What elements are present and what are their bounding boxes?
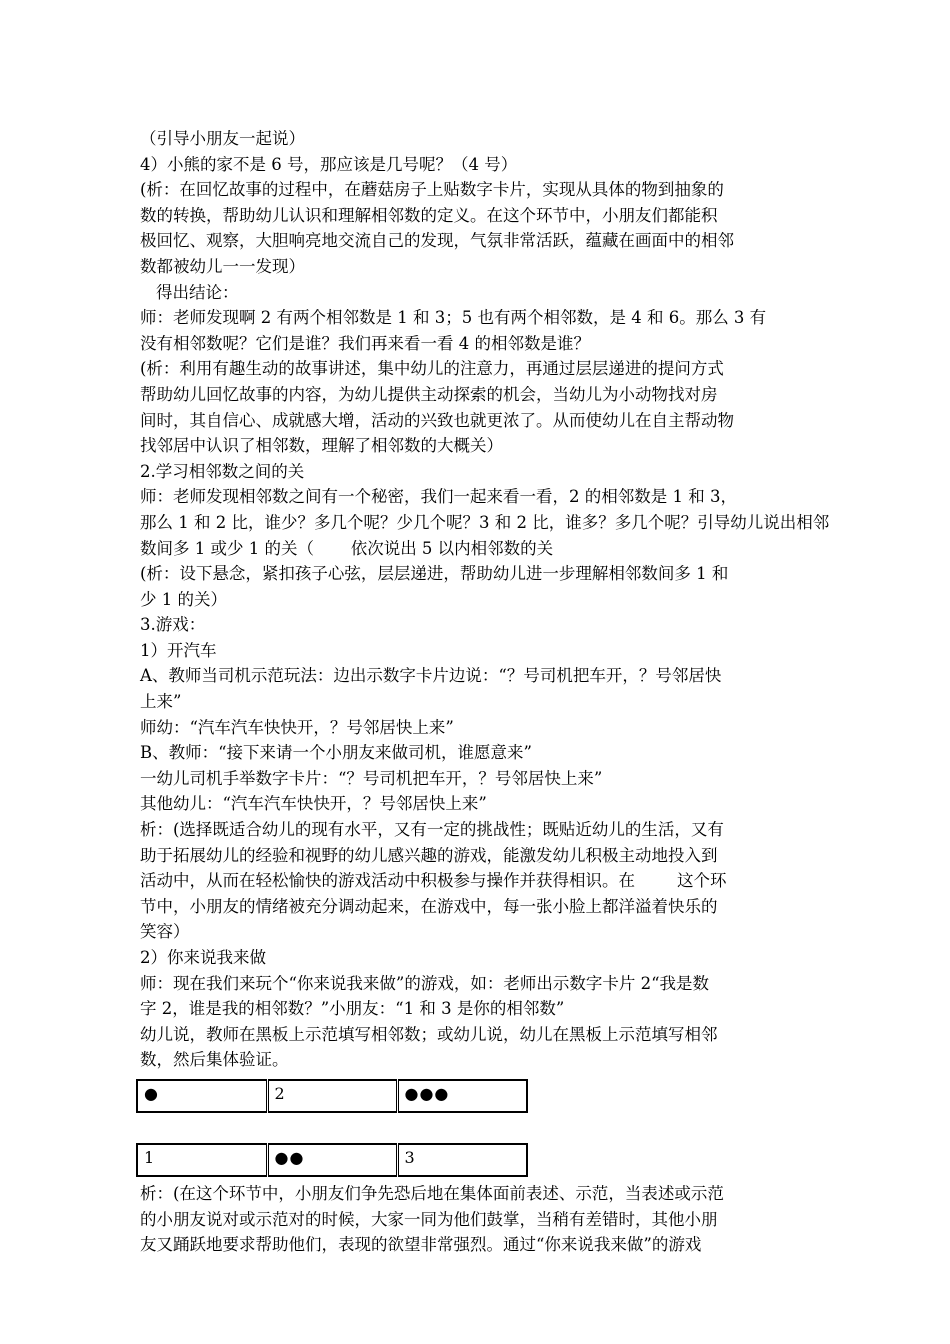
text-line: 的小朋友说对或示范对的时候，大家一同为他们鼓掌，当稍有差错时，其他小朋 [140,1209,718,1229]
text-line: 数的转换，帮助幼儿认识和理解相邻数的定义。在这个环节中，小朋友们都能积 [140,205,718,225]
table1-cell-2: 2 [267,1080,397,1112]
text-line: 间时，其自信心、成就感大增，活动的兴致也就更浓了。从而使幼儿在自主帮动物 [140,410,734,430]
text-line: 1）开汽车 [140,640,217,660]
text-line: 师：现在我们来玩个“你来说我来做”的游戏，如：老师出示数字卡片 2“我是数 [140,973,710,993]
text-block-analysis [140,1181,820,1258]
text-line: 一幼儿司机手举数字卡片：“？号司机把车开，？号邻居快上来” [140,768,603,788]
text-line: 幼儿说，教师在黑板上示范填写相邻数；或幼儿说，幼儿在黑板上示范填写相邻 [140,1024,718,1044]
text-line: 数间多 1 或少 1 的关（ 依次说出 5 以内相邻数的关 [140,538,554,558]
table2-cell-1: 1 [137,1144,267,1176]
text-line: 助于拓展幼儿的经验和视野的幼儿感兴趣的游戏，能激发幼儿积极主动地投入到 [140,845,718,865]
table2-cell-3: 3 [397,1144,527,1176]
text-line: (析：在回忆故事的过程中，在蘑菇房子上贴数字卡片，实现从具体的物到抽象的 [140,180,724,200]
text-line: 其他幼儿：“汽车汽车快快开，？号邻居快上来” [140,794,487,814]
text-line: 得出结论： [156,282,239,302]
text-line: 少 1 的关） [140,589,227,609]
text-line: 2）你来说我来做 [140,948,266,967]
text-line: 数，然后集体验证。 [140,1050,289,1070]
text-line: 析：(在这个环节中，小朋友们争先恐后地在集体面前表述、示范，当表述或示范 [140,1183,724,1203]
text-line: （引导小朋友一起说） [140,129,305,148]
text-line: 节中，小朋友的情绪被充分调动起来，在游戏中，每一张小脸上都洋溢着快乐的 [140,896,718,916]
text-line: 师：老师发现啊 2 有两个相邻数是 1 和 3；5 也有两个相邻数，是 4 和 6。那么 3 有 [140,308,767,328]
text-line: 上来” [140,692,182,712]
text-line: 师幼：“汽车汽车快快开，？号邻居快上来” [140,717,454,737]
text-line: 2.学习相邻数之间的关 [140,461,305,481]
text-line: 析：(选择既适合幼儿的现有水平，又有一定的挑战性；既贴近幼儿的生活，又有 [140,820,724,840]
table1-cell-1: ● [137,1080,267,1112]
document-body [140,126,830,1258]
text-line: 字 2，谁是我的相邻数？”小朋友：“1 和 3 是你的相邻数” [140,999,565,1019]
text-line: B、教师：“接下来请一个小朋友来做司机，谁愿意来” [140,743,532,763]
text-line: A、教师当司机示范玩法：边出示数字卡片边说：“？号司机把车开，？号邻居快 [140,666,722,686]
text-line: 帮助幼儿回忆故事的内容，为幼儿提供主动探索的机会，当幼儿为小动物找对房 [140,384,718,404]
number-table-2 [136,1143,528,1177]
text-line: (析：设下悬念，紧扣孩子心弦，层层递进，帮助幼儿进一步理解相邻数间多 1 和 [140,564,729,584]
text-line: (析：利用有趣生动的故事讲述，集中幼儿的注意力，再通过层层递进的提问方式 [140,359,724,379]
text-line: 3.游戏： [140,615,206,635]
text-line: 数都被幼儿一一发现） [140,256,305,276]
text-block-lesson [140,126,830,1073]
table2-cell-2: ●● [267,1144,397,1176]
text-line: 没有相邻数呢？它们是谁？我们再来看一看 4 的相邻数是谁？ [140,333,590,353]
text-line: 笑容） [140,922,190,942]
text-line: 极回忆、观察，大胆响亮地交流自己的发现，气氛非常活跃，蕴藏在画面中的相邻 [140,231,734,251]
text-line: 活动中，从而在轻松愉快的游戏活动中积极参与操作并获得相识。在 这个环 [140,871,727,891]
text-line: 师：老师发现相邻数之间有一个秘密，我们一起来看一看，2 的相邻数是 1 和 3， [140,487,737,507]
text-line: 那么 1 和 2 比，谁少？多几个呢？少几个呢？3 和 2 比，谁多？多几个呢？引导幼儿说出相邻 [140,512,830,532]
table1-cell-3: ●●● [397,1080,527,1112]
text-line: 4）小熊的家不是 6 号，那应该是几号呢？（4 号） [140,154,518,174]
text-line: 友又踊跃地要求帮助他们，表现的欲望非常强烈。通过“你来说我来做”的游戏 [140,1235,702,1255]
number-table-1 [136,1079,528,1113]
text-line: 找邻居中认识了相邻数，理解了相邻数的大概关） [140,436,503,456]
